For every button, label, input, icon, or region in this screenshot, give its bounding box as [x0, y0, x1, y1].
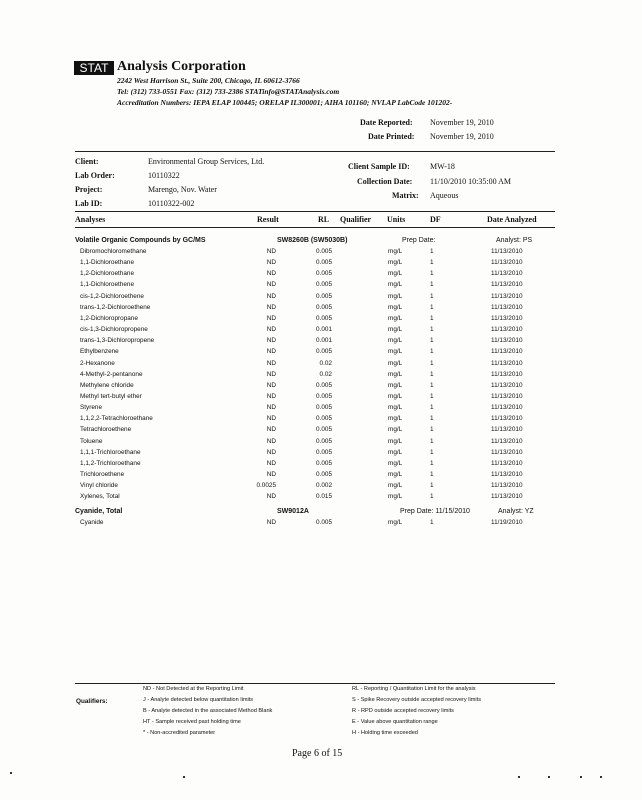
table-row [0, 337, 642, 348]
result-cell: ND [266, 292, 276, 300]
result-cell: ND [266, 404, 276, 412]
rl-cell: 0.005 [316, 448, 332, 456]
date-analyzed-cell: 11/13/2010 [491, 404, 523, 412]
date-analyzed-cell: 11/13/2010 [491, 314, 523, 322]
result-cell: ND [266, 448, 276, 456]
table-row [0, 415, 642, 426]
company-address: 2242 West Harrison St., Suite 200, Chicago, IL 60612-3766 [117, 76, 300, 85]
voc-method: SW8260B (SW5030B) [277, 237, 348, 244]
analyte-cell: Trichloroethene [80, 471, 125, 478]
df-cell: 1 [430, 359, 434, 367]
analyte-cell: Cyanide [80, 519, 104, 526]
voc-section-header [0, 237, 642, 248]
df-cell: 1 [430, 314, 434, 322]
df-cell: 1 [430, 281, 434, 289]
scan-speck [600, 776, 602, 778]
qualifier-item: H - Holding time exceeded [352, 730, 418, 736]
table-row [0, 449, 642, 460]
qualifier-item: HT - Sample received past holding time [143, 719, 241, 725]
result-cell: ND [266, 459, 276, 467]
df-cell: 1 [430, 348, 434, 356]
analyte-cell: trans-1,2-Dichloroethene [80, 303, 151, 311]
result-cell: ND [266, 381, 276, 389]
df-cell: 1 [430, 259, 434, 267]
date-analyzed-cell: 11/13/2010 [491, 448, 523, 456]
collection-date-label: Collection Date: [357, 177, 413, 186]
rl-cell: 0.005 [316, 348, 332, 356]
df-cell: 1 [430, 404, 434, 412]
scan-speck [10, 772, 12, 774]
units-cell: mg/L [388, 482, 403, 490]
df-cell: 1 [430, 426, 434, 434]
scan-speck [183, 776, 185, 778]
analyte-cell: cis-1,3-Dichloropropene [80, 326, 148, 334]
table-row [0, 270, 642, 281]
date-analyzed-cell: 11/19/2010 [491, 519, 523, 526]
table-row [0, 315, 642, 326]
analyte-cell: 4-Methyl-2-pentanone [80, 370, 143, 378]
result-cell: ND [266, 493, 276, 501]
rl-cell: 0.005 [316, 415, 332, 423]
table-row [0, 360, 642, 371]
table-row [0, 404, 642, 415]
table-row [0, 371, 642, 382]
result-cell: ND [266, 392, 276, 400]
client-value: Environmental Group Services, Ltd. [148, 157, 265, 166]
units-cell: mg/L [388, 337, 403, 345]
cyanide-section-title: Cyanide, Total [75, 508, 123, 515]
col-qualifier: Qualifier [340, 215, 372, 224]
df-cell: 1 [430, 493, 434, 501]
header-divider [75, 151, 555, 152]
cyanide-section-header [0, 508, 642, 519]
df-cell: 1 [430, 482, 434, 490]
rl-cell: 0.001 [316, 326, 332, 334]
result-cell: ND [266, 326, 276, 334]
units-cell: mg/L [388, 259, 403, 267]
table-row [0, 519, 642, 530]
table-row [0, 281, 642, 292]
date-analyzed-cell: 11/13/2010 [491, 326, 523, 334]
analyte-cell: Methylene chloride [80, 381, 134, 389]
date-analyzed-cell: 11/13/2010 [491, 292, 523, 300]
cyanide-prep-date: Prep Date: 11/15/2010 [400, 508, 470, 515]
units-cell: mg/L [388, 437, 403, 445]
result-cell: ND [266, 314, 276, 322]
page-number: Page 6 of 15 [292, 748, 343, 759]
rl-cell: 0.005 [316, 248, 332, 255]
col-df: DF [430, 215, 441, 224]
units-cell: mg/L [388, 448, 403, 456]
table-row [0, 304, 642, 315]
date-reported: November 19, 2010 [430, 118, 494, 127]
rl-cell: 0.005 [316, 292, 332, 300]
date-printed: November 19, 2010 [430, 132, 494, 141]
date-reported-label: Date Reported: [360, 118, 413, 127]
units-cell: mg/L [388, 314, 403, 322]
col-rl: RL [318, 215, 330, 224]
table-row [0, 393, 642, 404]
table-row [0, 493, 642, 504]
result-cell: ND [266, 337, 276, 345]
date-analyzed-cell: 11/13/2010 [491, 482, 523, 490]
cyanide-method: SW9012A [277, 508, 309, 515]
rl-cell: 0.005 [316, 314, 332, 322]
project-label: Project: [75, 185, 103, 194]
table-row [0, 348, 642, 359]
collection-date-value: 11/10/2010 10:35:00 AM [430, 177, 512, 186]
rl-cell: 0.005 [316, 459, 332, 467]
df-cell: 1 [430, 392, 434, 400]
result-cell: ND [266, 281, 276, 289]
company-logo: STAT [74, 61, 114, 75]
analyte-cell: Toluene [80, 437, 103, 445]
analyte-cell: 1,1-Dichloroethane [80, 259, 134, 267]
analyte-cell: 2-Hexanone [80, 359, 115, 367]
units-cell: mg/L [388, 404, 403, 412]
analyte-cell: Tetrachloroethene [80, 426, 132, 434]
date-analyzed-cell: 11/13/2010 [491, 270, 523, 278]
cyanide-analyst: Analyst: YZ [498, 508, 534, 515]
client-label: Client: [75, 157, 99, 166]
units-cell: mg/L [388, 348, 403, 356]
units-cell: mg/L [388, 519, 403, 526]
date-analyzed-cell: 11/13/2010 [491, 493, 523, 501]
scan-speck [518, 776, 520, 778]
date-analyzed-cell: 11/13/2010 [491, 248, 523, 255]
units-cell: mg/L [388, 292, 403, 300]
date-analyzed-cell: 11/13/2010 [491, 471, 523, 478]
result-cell: ND [266, 426, 276, 434]
client-sample-id-label: Client Sample ID: [348, 162, 410, 171]
date-analyzed-cell: 11/13/2010 [491, 459, 523, 467]
analyte-cell: Vinyl chloride [80, 482, 118, 490]
lab-order-value: 10110322 [148, 171, 180, 180]
rl-cell: 0.02 [319, 370, 332, 378]
qualifier-item: E - Value above quantitation range [352, 719, 438, 725]
rl-cell: 0.005 [316, 281, 332, 289]
qualifier-item: S - Spike Recovery outside accepted recovery limits [352, 697, 482, 703]
units-cell: mg/L [388, 426, 403, 434]
analyte-cell: cis-1,2-Dichloroethene [80, 292, 144, 300]
matrix-value: Aqueous [430, 191, 459, 200]
df-cell: 1 [430, 415, 434, 423]
qualifier-item: ND - Not Detected at the Reporting Limit [143, 686, 244, 692]
result-cell: ND [266, 415, 276, 423]
qualifier-item: J - Analyte detected below quantitation limits [143, 697, 254, 703]
result-cell: ND [266, 303, 276, 311]
df-cell: 1 [430, 381, 434, 389]
rl-cell: 0.002 [316, 482, 332, 490]
rl-cell: 0.005 [316, 259, 332, 267]
columns-bottom-rule [75, 227, 555, 228]
analyte-cell: Methyl tert-butyl ether [80, 392, 142, 400]
analyte-cell: trans-1,3-Dichloropropene [80, 337, 155, 345]
date-analyzed-cell: 11/13/2010 [491, 415, 523, 423]
result-cell: ND [266, 248, 276, 255]
table-row [0, 293, 642, 304]
rl-cell: 0.005 [316, 471, 332, 478]
scan-speck [548, 776, 550, 778]
table-row [0, 482, 642, 493]
company-name: Analysis Corporation [117, 59, 246, 74]
table-row [0, 460, 642, 471]
df-cell: 1 [430, 248, 434, 255]
rl-cell: 0.005 [316, 270, 332, 278]
df-cell: 1 [430, 370, 434, 378]
qualifier-item: R - RPD outside accepted recovery limits [352, 708, 454, 714]
table-row [0, 438, 642, 449]
company-contact: Tel: (312) 733-0551 Fax: (312) 733-2386 STATinfo@STATAnalysis.com [117, 87, 340, 96]
project-value: Marengo, Nov. Water [148, 185, 217, 194]
rl-cell: 0.005 [316, 426, 332, 434]
rl-cell: 0.001 [316, 337, 332, 345]
date-analyzed-cell: 11/13/2010 [491, 348, 523, 356]
date-analyzed-cell: 11/13/2010 [491, 359, 523, 367]
analyte-cell: 1,2-Dichloroethane [80, 270, 134, 278]
analyte-cell: 1,1,2-Trichloroethane [80, 459, 141, 467]
table-row [0, 426, 642, 437]
date-printed-label: Date Printed: [368, 132, 415, 141]
voc-analyst: Analyst: PS [496, 237, 533, 244]
df-cell: 1 [430, 448, 434, 456]
result-cell: ND [266, 348, 276, 356]
accreditation-numbers: Accreditation Numbers: IEPA ELAP 100445; ORELAP IL300001; AIHA 101160; NVLAP LabCode 101202- [117, 98, 453, 107]
df-cell: 1 [430, 437, 434, 445]
table-row [0, 248, 642, 259]
analyte-cell: 1,1,2,2-Tetrachloroethane [80, 415, 153, 423]
analyte-cell: Dibromochloromethane [80, 248, 147, 255]
voc-prep-date: Prep Date: [402, 237, 436, 244]
units-cell: mg/L [388, 326, 403, 334]
units-cell: mg/L [388, 415, 403, 423]
df-cell: 1 [430, 303, 434, 311]
rl-cell: 0.005 [316, 303, 332, 311]
matrix-label: Matrix: [392, 191, 419, 200]
df-cell: 1 [430, 292, 434, 300]
units-cell: mg/L [388, 471, 403, 478]
date-analyzed-cell: 11/13/2010 [491, 426, 523, 434]
date-analyzed-cell: 11/13/2010 [491, 392, 523, 400]
date-analyzed-cell: 11/13/2010 [491, 259, 523, 267]
rl-cell: 0.005 [316, 392, 332, 400]
table-row [0, 471, 642, 482]
result-cell: ND [266, 359, 276, 367]
table-row [0, 326, 642, 337]
units-cell: mg/L [388, 392, 403, 400]
result-cell: ND [266, 259, 276, 267]
rl-cell: 0.015 [316, 493, 332, 501]
qualifier-item: RL - Reporting / Quantitation Limit for the analysis [352, 686, 476, 692]
date-analyzed-cell: 11/13/2010 [491, 381, 523, 389]
lab-order-label: Lab Order: [75, 171, 115, 180]
qualifier-item: B - Analyte detected in the associated Method Blank [143, 708, 273, 714]
col-units: Units [387, 215, 406, 224]
analyte-cell: Xylenes, Total [80, 493, 120, 501]
analyte-cell: 1,2-Dichloropropane [80, 314, 138, 322]
units-cell: mg/L [388, 359, 403, 367]
date-analyzed-cell: 11/13/2010 [491, 303, 523, 311]
result-cell: ND [266, 370, 276, 378]
lab-id-label: Lab ID: [75, 199, 103, 208]
df-cell: 1 [430, 337, 434, 345]
df-cell: 1 [430, 459, 434, 467]
rl-cell: 0.005 [316, 519, 332, 526]
analyte-cell: Ethylbenzene [80, 348, 119, 356]
table-row [0, 382, 642, 393]
date-analyzed-cell: 11/13/2010 [491, 370, 523, 378]
result-cell: 0.0025 [256, 482, 276, 490]
rl-cell: 0.02 [319, 359, 332, 367]
df-cell: 1 [430, 270, 434, 278]
units-cell: mg/L [388, 370, 403, 378]
qualifier-item: * - Non-accredited parameter [143, 730, 216, 736]
result-cell: ND [266, 437, 276, 445]
lab-id-value: 10110322-002 [148, 199, 195, 208]
col-analyses: Analyses [75, 215, 106, 224]
units-cell: mg/L [388, 493, 403, 501]
date-analyzed-cell: 11/13/2010 [491, 337, 523, 345]
col-date-analyzed: Date Analyzed [487, 215, 537, 224]
rl-cell: 0.005 [316, 381, 332, 389]
result-cell: ND [266, 519, 276, 526]
df-cell: 1 [430, 519, 434, 526]
units-cell: mg/L [388, 281, 403, 289]
units-cell: mg/L [388, 248, 403, 255]
col-result: Result [257, 215, 279, 224]
scan-speck [580, 776, 582, 778]
units-cell: mg/L [388, 381, 403, 389]
qualifiers-label: Qualifiers: [76, 698, 108, 705]
units-cell: mg/L [388, 270, 403, 278]
df-cell: 1 [430, 326, 434, 334]
date-analyzed-cell: 11/13/2010 [491, 437, 523, 445]
analyte-cell: Styrene [80, 404, 103, 412]
rl-cell: 0.005 [316, 404, 332, 412]
df-cell: 1 [430, 471, 434, 478]
result-cell: ND [266, 270, 276, 278]
client-sample-id-value: MW-18 [430, 162, 455, 171]
analyte-cell: 1,1,1-Trichloroethane [80, 448, 141, 456]
date-analyzed-cell: 11/13/2010 [491, 281, 523, 289]
analyte-cell: 1,1-Dichloroethene [80, 281, 134, 289]
units-cell: mg/L [388, 459, 403, 467]
result-cell: ND [266, 471, 276, 478]
rl-cell: 0.005 [316, 437, 332, 445]
voc-section-title: Volatile Organic Compounds by GC/MS [75, 237, 206, 244]
columns-top-rule [75, 211, 555, 212]
units-cell: mg/L [388, 303, 403, 311]
table-row [0, 259, 642, 270]
qualifiers-rule [75, 683, 555, 684]
